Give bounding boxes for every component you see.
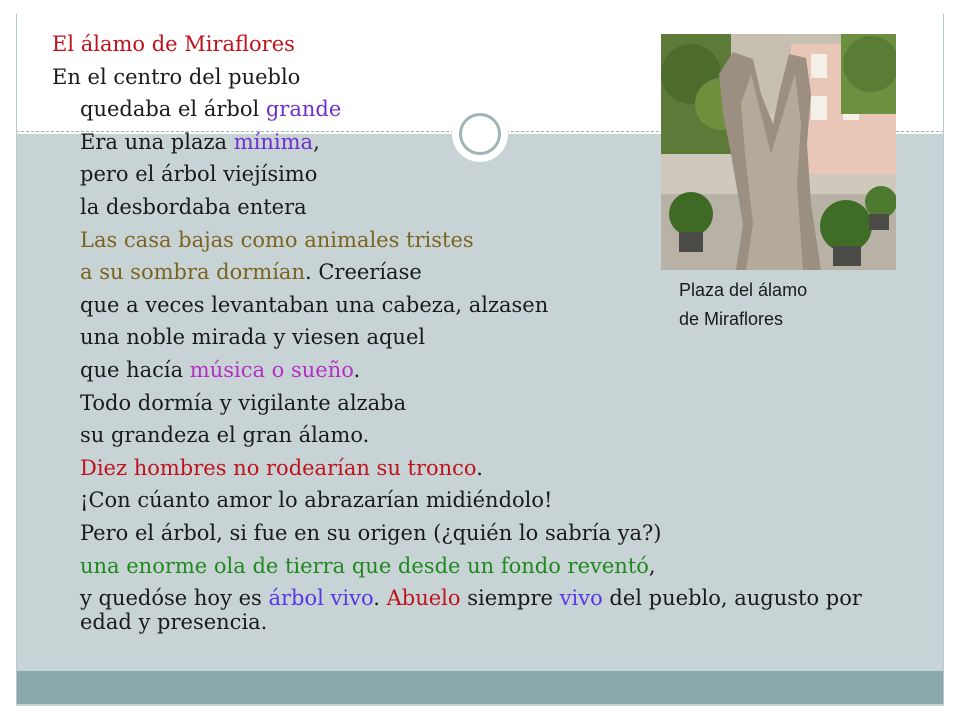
caption-line-1: Plaza del álamo <box>679 280 808 300</box>
poem-fragment: . <box>373 586 387 611</box>
poem-line-11: Todo dormía y vigilante alzaba <box>80 390 407 415</box>
poem-fragment: , <box>313 129 320 154</box>
poem-fragment: . <box>476 455 483 480</box>
poem-title: El álamo de Miraflores <box>52 32 295 56</box>
poem-line-8: que a veces levantaban una cabeza, alzasen <box>80 292 549 317</box>
caption-line-2: de Miraflores <box>679 309 784 329</box>
poem-highlight-magenta: música o sueño <box>189 357 354 382</box>
poem-line-9: una noble mirada y viesen aquel <box>80 325 426 350</box>
poem-fragment: Era una plaza <box>80 129 234 154</box>
poem-fragment: que hacía <box>80 357 190 382</box>
poem-fragment: . Creeríase <box>304 260 422 285</box>
poem-highlight-red: Abuelo <box>386 586 461 611</box>
bottom-divider <box>16 704 944 706</box>
poem-fragment: siempre <box>460 586 560 611</box>
poem-highlight-blue: vivo <box>559 586 603 611</box>
poem-line-6: Las casa bajas como animales tristes <box>80 227 474 252</box>
poem-line-13 <box>52 452 912 485</box>
poem-highlight-olive: a su sombra dormían <box>80 260 305 285</box>
poem-line-14: ¡Con cúanto amor lo abrazarían midiéndolo! <box>80 488 553 513</box>
poem-highlight-blue: árbol vivo <box>268 586 374 611</box>
poem-line-10 <box>52 354 912 387</box>
poem-line-17 <box>52 586 912 634</box>
poem-line-4: pero el árbol viejísimo <box>80 162 318 187</box>
poem-line-16 <box>52 550 912 583</box>
poem-fragment: y quedóse hoy es <box>80 586 269 611</box>
poem-fragment: quedaba el árbol <box>80 97 266 122</box>
poem-fragment: del pueblo, augusto por edad y presencia. <box>80 586 862 635</box>
poem-highlight-purple: mínima <box>233 129 314 154</box>
poem-highlight-red: Diez hombres no rodearían su tronco <box>80 455 477 480</box>
poem-highlight-purple: grande <box>265 97 342 122</box>
poem-line-5: la desbordaba entera <box>80 194 307 219</box>
poem-fragment: , <box>648 553 656 578</box>
poem-highlight-green: una enorme ola de tierra que desde un fondo reventó <box>80 553 649 578</box>
poem-fragment: . <box>353 357 361 382</box>
poem-line-1: En el centro del pueblo <box>52 64 301 89</box>
photo-caption <box>679 276 899 334</box>
poplar-tree-photo <box>661 34 896 270</box>
poem-line-15: Pero el árbol, si fue en su origen (¿quién lo sabría ya?) <box>80 520 662 545</box>
poem-line-12: su grandeza el gran álamo. <box>80 423 370 448</box>
